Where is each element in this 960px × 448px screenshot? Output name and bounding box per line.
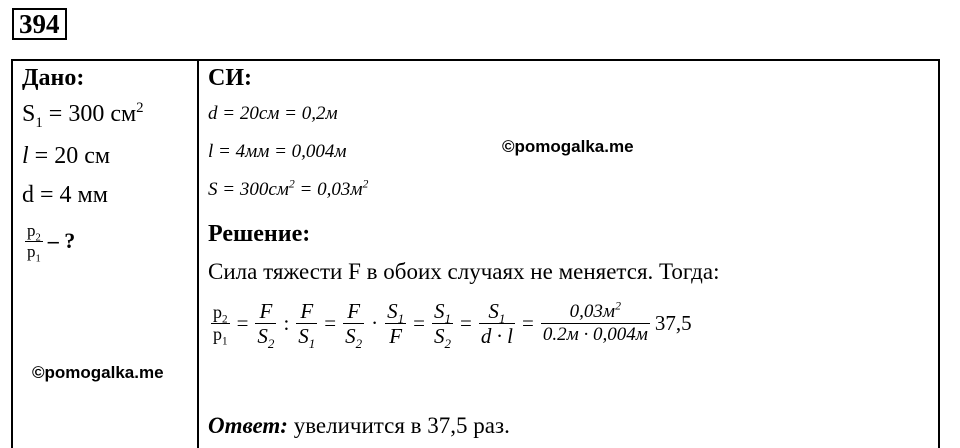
si-heading: СИ: <box>208 65 252 91</box>
given-area: $S_1 = 300$ $см^2$ <box>22 100 144 131</box>
given-heading: Дано: <box>22 65 85 91</box>
si-line-length: l = 4мм = 0,004м <box>208 141 347 162</box>
answer-text: увеличится в 37,5 раз. <box>287 413 510 438</box>
problem-number: 394 <box>12 8 67 40</box>
watermark-left: ©pomogalka.me <box>32 363 164 382</box>
answer-label: Ответ: <box>208 413 288 438</box>
solution-formula: $\frac{p_2}{p_1}$ = $\frac{F}{S_2}$ : $\frac{F}{S_1}$ = $\frac{F}{S_2}$ · $\frac{S_1}{F}$ = $\frac{S_1}{S_2}$ = $\frac{S_1}{d \cdot l}$ = $\frac{0,03м^2}{0.2м \cdot 0,004м}$ 37,5 <box>213 299 692 352</box>
given-find: $\frac{p_2}{p_1}$ – ? <box>27 221 76 264</box>
si-line-depth: d = 20см = 0,2м <box>208 103 338 124</box>
solution-heading: Решение: <box>208 221 311 247</box>
watermark-right: ©pomogalka.me <box>502 137 634 156</box>
given-depth: d = 4 мм <box>22 182 108 208</box>
column-divider <box>197 61 199 448</box>
answer-line <box>208 413 510 439</box>
si-line-area: $S = 300см^2 = 0,03м^2$ <box>208 177 369 200</box>
solution-table <box>11 59 940 448</box>
solution-text: Сила тяжести F в обоих случаях не меняется. Тогда: <box>208 259 720 284</box>
given-length: l = 20 см <box>22 143 111 169</box>
